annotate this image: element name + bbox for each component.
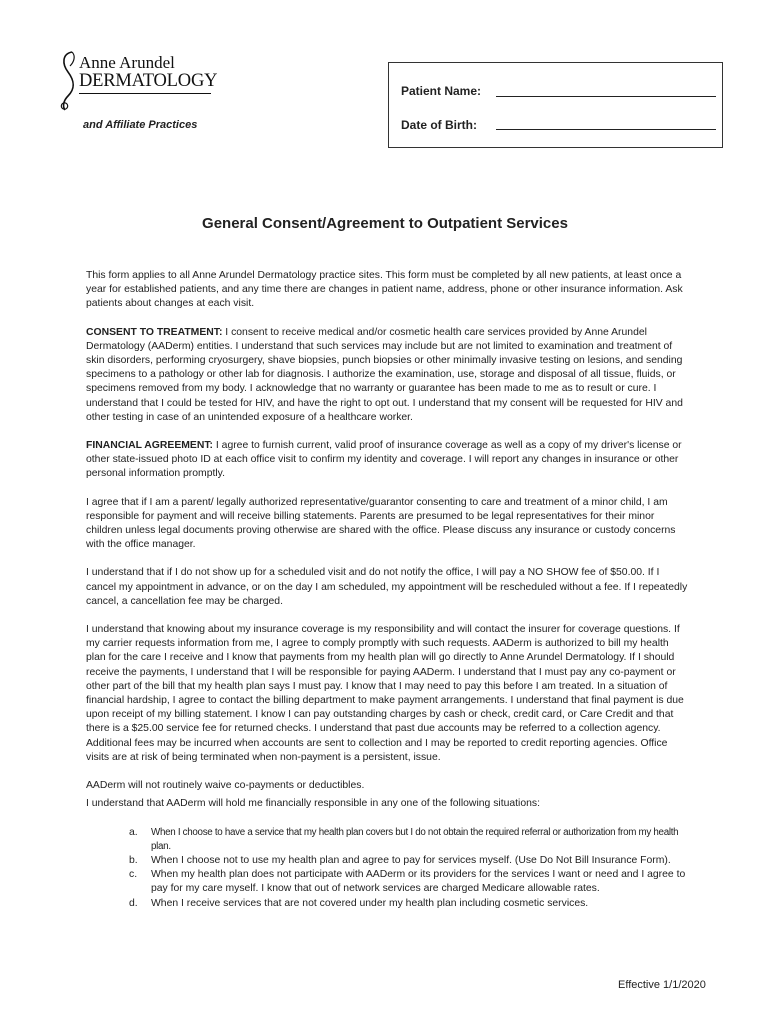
logo-subtitle: and Affiliate Practices <box>83 119 198 131</box>
list-item-text: When I choose not to use my health plan and agree to pay for services myself. (Use Do Not Bill Insurance Form). <box>151 854 671 866</box>
consent-text: I consent to receive medical and/or cosmetic health care services provided by Anne Arundel Dermatology (AADerm) entities. I understand that such services may include but are not limited to examination and treatment of skin disorders, performing cryosurgery, shave biopsies, punch biopsies or other minimally invasive testing on lesions, and sending specimens to a pathology or other lab for diagnosis. I authorize the examination, use, storage and disposal of all tissue, fluids, or specimens removed from my body. I acknowledge that no warranty or guarantee has been made to me as to result or cure. I understand that I could be tested for HIV, and have the right to opt out. I understand that my consent will be requested for HIV and other testing in case of an unintended exposure of a healthcare worker. <box>86 326 683 423</box>
list-item-text: When my health plan does not participate with AADerm or its providers for the services I want or need and I agree to pay for my care myself. I know that out of network services are charged Medicare allowable rates. <box>151 869 686 895</box>
intro-paragraph: This form applies to all Anne Arundel Dermatology practice sites. This form must be completed by all new patients, at least once a year for established patients, and any time there are changes in patient name, address, phone or other insurance information. Ask patients about changes at each visit. <box>86 270 683 310</box>
waive-paragraph: AADerm will not routinely waive co-payments or deductibles. <box>86 780 365 792</box>
list-item <box>86 854 690 868</box>
financial-heading: FINANCIAL AGREEMENT: <box>86 440 213 452</box>
consent-heading: CONSENT TO TREATMENT: <box>86 326 223 338</box>
list-marker: a. <box>129 826 138 838</box>
list-marker: c. <box>129 869 138 881</box>
patient-name-label: Patient Name: <box>401 84 482 98</box>
list-item <box>86 826 690 854</box>
date-of-birth-label: Date of Birth: <box>401 118 477 132</box>
logo-name-line: Anne Arundel <box>79 53 175 72</box>
list-item <box>86 868 690 896</box>
no-show-paragraph: I understand that if I do not show up for a scheduled visit and do not notify the office, I will pay a NO SHOW fee of $50.00. If I cancel my appointment in advance, or on the day I am scheduled, my appointment will be rescheduled without a fee. If I repeatedly cancel, a cancellation fee may be charged. <box>86 567 688 607</box>
financial-paragraph <box>86 439 690 482</box>
list-item-text: When I choose to have a service that my health plan covers but I do not obtain the required referral or authorization from my health plan. <box>151 826 679 852</box>
effective-date: Effective 1/1/2020 <box>618 979 706 991</box>
logo-dermatology-line: DERMATOLOGY <box>79 71 218 91</box>
list-marker: d. <box>129 897 138 909</box>
list-item-text: When I receive services that are not covered under my health plan including cosmetic services. <box>151 897 589 909</box>
consent-paragraph <box>86 326 690 425</box>
list-marker: b. <box>129 854 138 866</box>
responsible-paragraph: I understand that AADerm will hold me financially responsible in any one of the following situations: <box>86 798 540 810</box>
date-of-birth-field[interactable] <box>496 129 716 130</box>
document-title: General Consent/Agreement to Outpatient Services <box>202 215 568 232</box>
insurance-paragraph: I understand that knowing about my insurance coverage is my responsibility and will contact the insurer for coverage questions. If my carrier requests information from me, I agree to comply promptly with such requests. AADerm is authorized to bill my health plan for the care I receive and I know that payments from my health plan will go directly to Anne Arundel Dermatology. If I should receive the payments, I understand that I will be responsible for paying AADerm. I understand that I must pay any co-payment or other part of the bill that my health plan says I must pay. I know that I may need to pay this before I am treated. In a situation of financial hardship, I agree to contact the billing department to make payment arrangements. I understand that final payment is due upon receipt of my billing statement. I know I can pay outstanding charges by cash or check, credit card, or Care Credit and that there is a $25.00 service fee for returned checks. I understand that past due accounts may be referred to a collection agency. Additional fees may be incurred when accounts are sent to collection and I may be reported to credit reporting agencies. Office visits are at risk of being terminated when non-payment is a persistent, issue. <box>86 624 684 763</box>
logo-underline <box>79 93 211 94</box>
patient-name-field[interactable] <box>496 96 716 97</box>
situations-list <box>86 826 690 911</box>
financial-text: I agree to furnish current, valid proof of insurance coverage as well as a copy of my driver's license or other state-issued photo ID at each office visit to confirm my identity and coverage. I will report any changes in insurance or other personal information promptly. <box>86 440 682 480</box>
guardian-paragraph: I agree that if I am a parent/ legally authorized representative/guarantor consenting to care and treatment of a minor child, I am responsible for payment and will receive billing statements. Parents are presumed to be legal representatives for their minor children unless legal documents proving otherwise are shared with the office. Please discuss any insurance or custody concerns with the office manager. <box>86 496 676 551</box>
document-body <box>86 269 690 911</box>
list-item <box>86 897 690 911</box>
practice-logo <box>56 50 226 140</box>
patient-info-box <box>388 62 723 148</box>
